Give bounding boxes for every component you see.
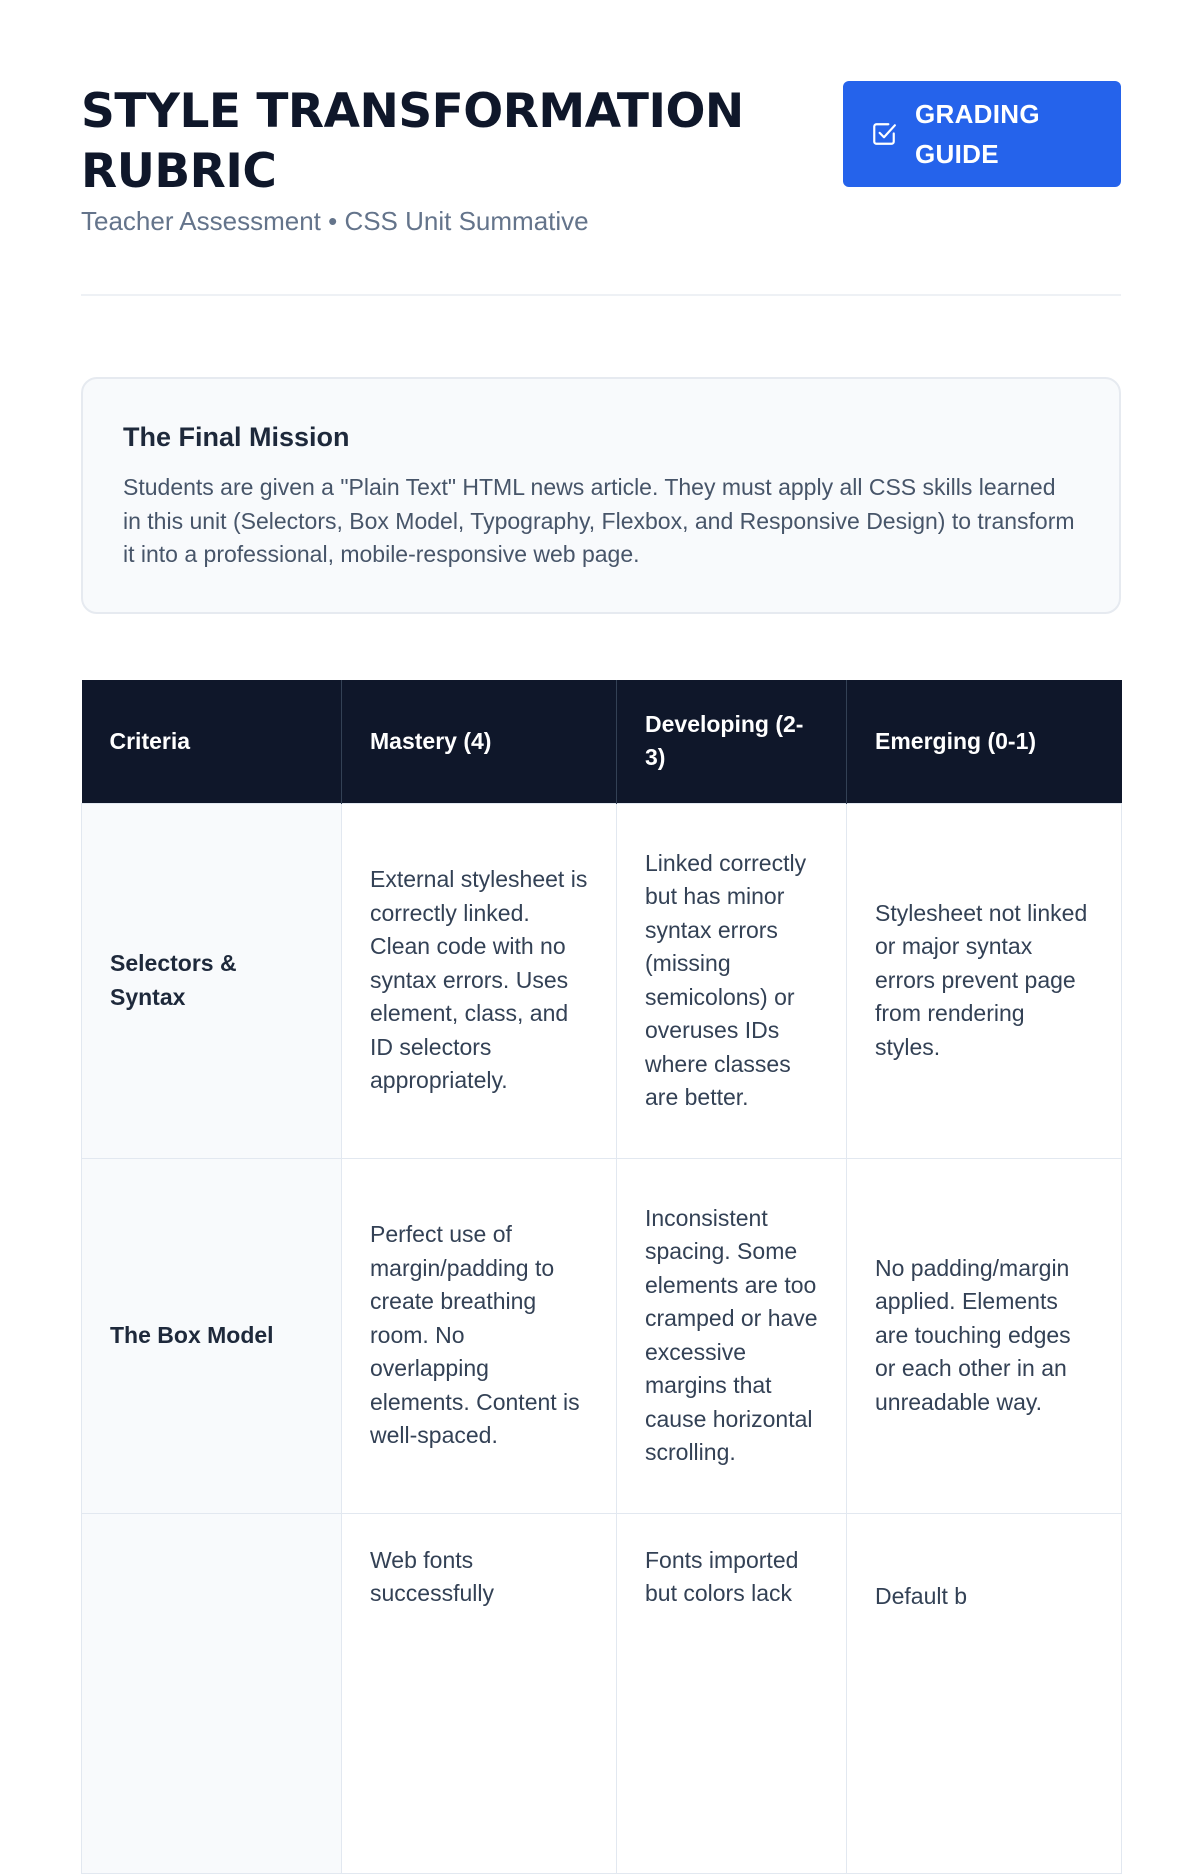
column-header-emerging: Emerging (0-1)	[847, 680, 1122, 803]
emerging-cell: Stylesheet not linked or major syntax errors prevent page from rendering styles.	[847, 803, 1122, 1158]
column-header-mastery: Mastery (4)	[342, 680, 617, 803]
page-subtitle: Teacher Assessment • CSS Unit Summative	[81, 206, 589, 236]
page-title: STYLE TRANSFORMATION RUBRIC	[81, 84, 744, 199]
emerging-cell: Default b	[847, 1513, 1122, 1873]
criteria-cell: Selectors & Syntax	[82, 803, 342, 1158]
grading-guide-label: GRADING GUIDE	[915, 99, 1040, 169]
column-header-criteria: Criteria	[82, 680, 342, 803]
column-header-developing: Developing (2-3)	[617, 680, 847, 803]
checkbox-icon	[869, 119, 899, 149]
developing-cell: Linked correctly but has minor syntax errors (missing semicolons) or overuses IDs where classes are better.	[617, 803, 847, 1158]
page-header	[81, 0, 1121, 296]
mastery-cell: Perfect use of margin/padding to create breathing room. No overlapping elements. Content is well-spaced.	[342, 1158, 617, 1513]
rubric-table	[81, 680, 1122, 1874]
table-row	[82, 1513, 1122, 1873]
emerging-cell: No padding/margin applied. Elements are touching edges or each other in an unreadable way.	[847, 1158, 1122, 1513]
table-row	[82, 1158, 1122, 1513]
grading-guide-button[interactable]	[843, 81, 1121, 187]
mission-body: Students are given a "Plain Text" HTML news article. They must apply all CSS skills learned in this unit (Selectors, Box Model, Typography, Flexbox, and Responsive Design) to transform it into a professional, mobile-responsive web page.	[123, 474, 1075, 567]
mastery-cell: Web fonts successfully	[342, 1513, 617, 1873]
rubric-header-row	[82, 680, 1122, 803]
developing-cell: Inconsistent spacing. Some elements are too cramped or have excessive margins that cause horizontal scrolling.	[617, 1158, 847, 1513]
developing-cell: Fonts imported but colors lack	[617, 1513, 847, 1873]
criteria-cell: The Box Model	[82, 1158, 342, 1513]
mission-card	[81, 377, 1121, 614]
mastery-cell: External stylesheet is correctly linked. Clean code with no syntax errors. Uses element, class, and ID selectors appropriately.	[342, 803, 617, 1158]
criteria-cell	[82, 1513, 342, 1873]
page	[81, 0, 1121, 1609]
table-row	[82, 803, 1122, 1158]
mission-heading: The Final Mission	[123, 422, 350, 452]
